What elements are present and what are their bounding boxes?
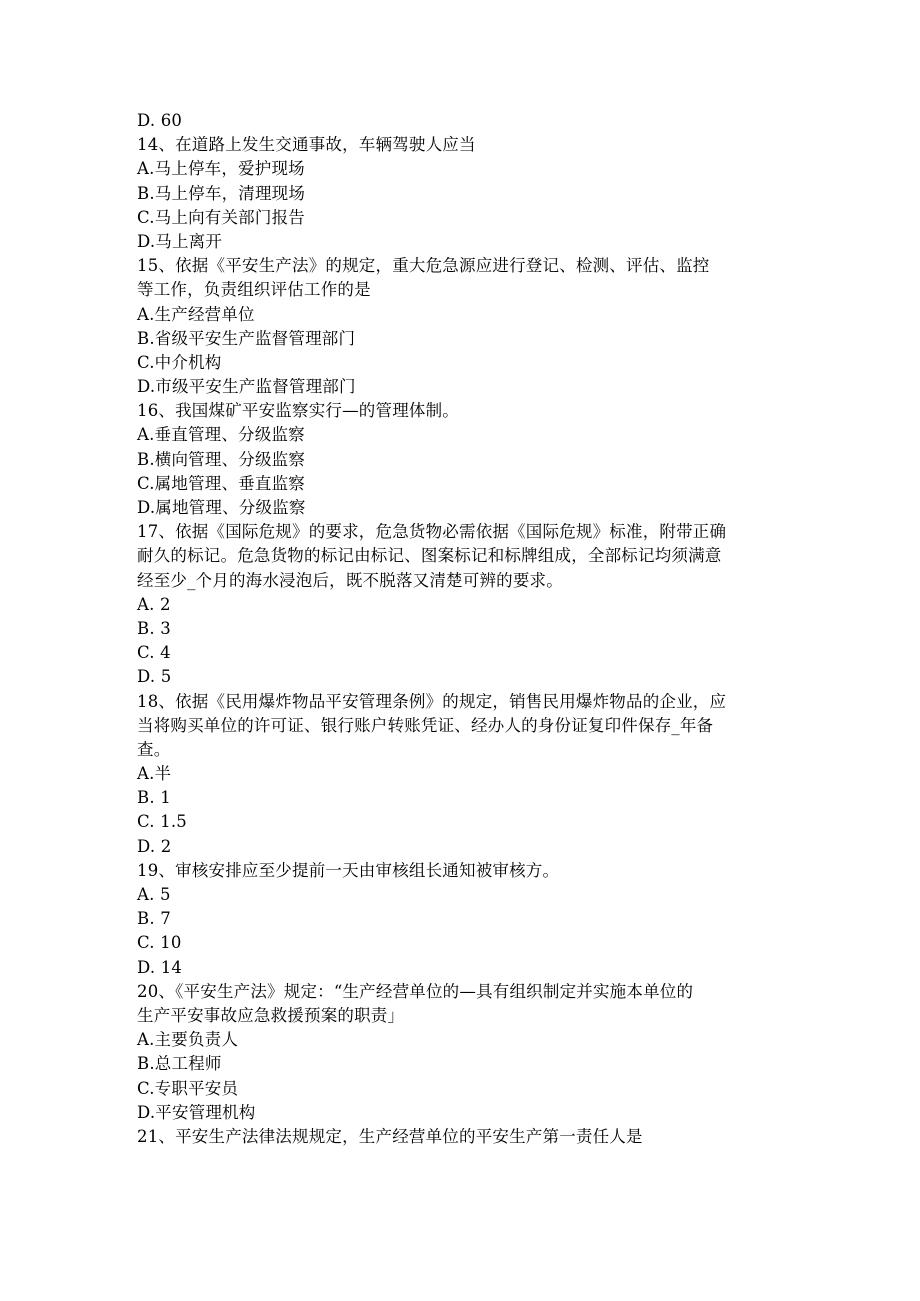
option-c-q20: C.专职平安员 (137, 1078, 239, 1098)
option-d-q15: D.市级平安生产监督管理部门 (137, 377, 356, 397)
question-21: 21、平安生产法律法规规定，生产经营单位的平安生产第一责任人是 (137, 1126, 643, 1146)
option-d-q16: D.属地管理、分级监察 (137, 498, 306, 517)
question-17-line-3: 经至少_个月的海水浸泡后，既不脱落又清楚可辨的要求。 (137, 570, 563, 590)
question-15-line-1: 15、依据《平安生产法》的规定，重大危急源应进行登记、检测、评估、监控 (137, 256, 710, 276)
option-a-q16: A.垂直管理、分级监察 (137, 425, 305, 445)
option-c-q15: C.中介机构 (137, 352, 222, 372)
option-b-q14: B.马上停车，清理现场 (137, 183, 306, 203)
question-15-line-2: 等工作，负责组织评估工作的是 (137, 280, 371, 300)
option-d-q19: D. 14 (137, 957, 183, 977)
option-c-q14: C.马上向有关部门报告 (137, 207, 305, 227)
question-20-line-1: 20、《平安生产法》规定：“生产经营单位的—具有组织制定并实施本单位的 (137, 981, 694, 1001)
question-18-line-1: 18、依据《民用爆炸物品平安管理条例》的规定，销售民用爆炸物品的企业，应 (137, 691, 727, 711)
question-18-line-2: 当将购买单位的许可证、银行账户转账凭证、经办人的身份证复印件保存_年备 (137, 715, 714, 735)
option-b-q16: B.横向管理、分级监察 (137, 449, 306, 469)
option-d-q14: D.马上离开 (137, 231, 223, 251)
option-c-q17: C. 4 (137, 643, 171, 663)
option-a-q14: A.马上停车，爱护现场 (137, 159, 305, 179)
option-d-q18: D. 2 (137, 836, 172, 856)
option-b-q20: B.总工程师 (137, 1054, 222, 1074)
option-a-q20: A.主要负责人 (137, 1030, 239, 1050)
option-b-q18: B. 1 (137, 788, 171, 808)
option-b-q19: B. 7 (137, 909, 171, 929)
option-d-q13: D. 60 (137, 111, 183, 130)
option-a-q18: A.半 (137, 764, 172, 784)
option-c-q16: C.属地管理、垂直监察 (137, 473, 305, 493)
document-content (137, 109, 797, 1149)
question-17-line-1: 17、依据《国际危规》的要求，危急货物必需依据《国际危规》标准，附带正确 (137, 522, 727, 542)
option-c-q18: C. 1.5 (137, 812, 187, 832)
option-d-q17: D. 5 (137, 667, 172, 687)
option-a-q15: A.生产经营单位 (137, 304, 255, 324)
option-a-q17: A. 2 (137, 594, 171, 614)
option-b-q15: B.省级平安生产监督管理部门 (137, 328, 356, 348)
option-d-q20: D.平安管理机构 (137, 1102, 256, 1122)
option-b-q17: B. 3 (137, 618, 171, 638)
option-c-q19: C. 10 (137, 933, 182, 953)
question-19: 19、审核安排应至少提前一天由审核组长通知被审核方。 (137, 860, 560, 880)
question-14: 14、在道路上发生交通事故，车辆驾驶人应当 (137, 135, 476, 155)
option-a-q19: A. 5 (137, 885, 171, 904)
question-17-line-2: 耐久的标记。危急货物的标记由标记、图案标记和标牌组成，全部标记均须满意 (137, 546, 722, 566)
question-16: 16、我国煤矿平安监察实行—的管理体制。 (137, 401, 459, 421)
question-20-line-2: 生产平安事故应急救援预案的职责」 (137, 1005, 405, 1025)
question-18-line-3: 查。 (137, 739, 171, 759)
